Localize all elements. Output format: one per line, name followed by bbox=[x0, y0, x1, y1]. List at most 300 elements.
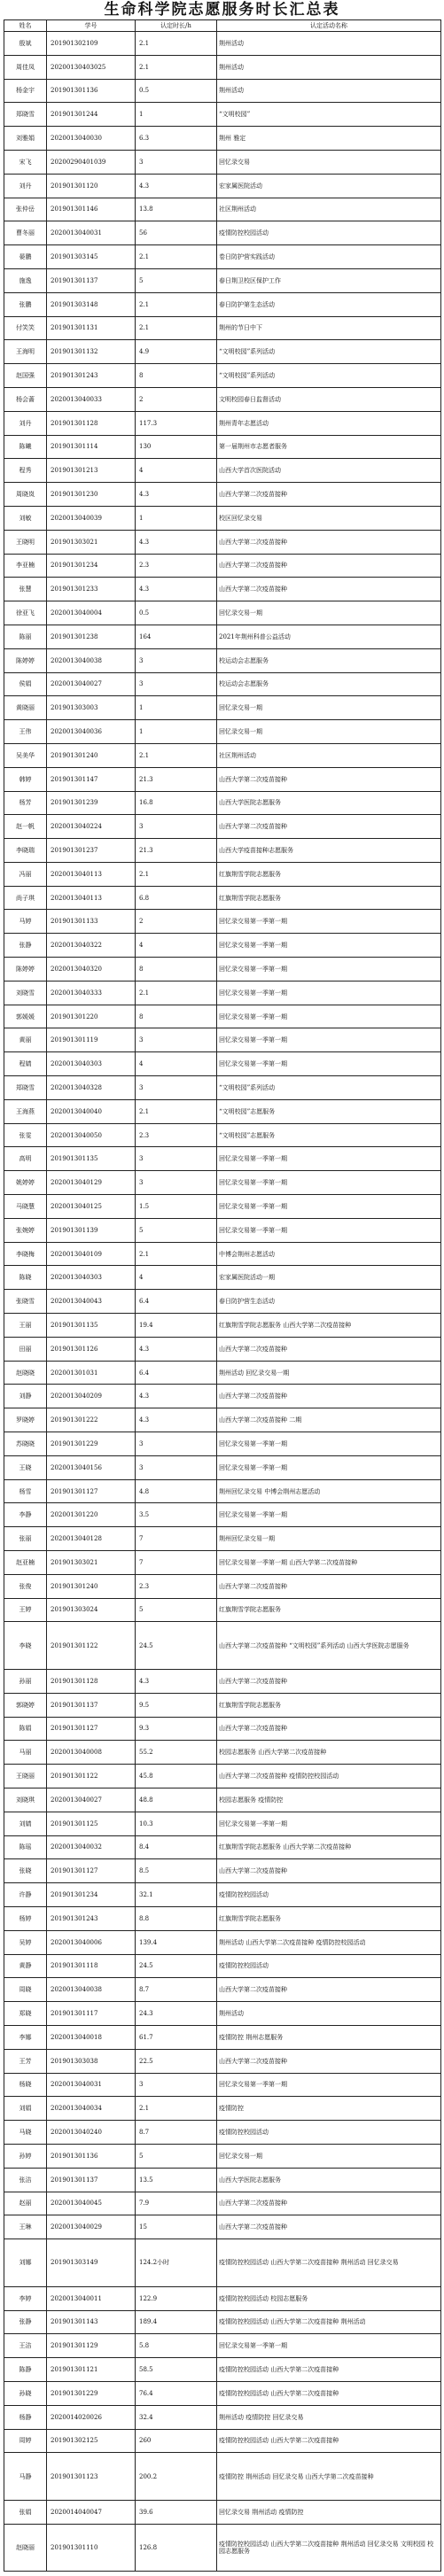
cell-student-id: 201901301131 bbox=[47, 316, 136, 340]
cell-name: 赵晓晓 bbox=[4, 1361, 47, 1385]
cell-name: 晏鹏 bbox=[4, 245, 47, 269]
cell-name: 冯丽 bbox=[4, 862, 47, 886]
cell-hours: 4 bbox=[136, 1266, 217, 1290]
table-row bbox=[4, 2168, 441, 2192]
cell-name: 刘婧 bbox=[4, 1812, 47, 1835]
cell-activity: 山西大学第二次疫苗接种 bbox=[217, 1717, 441, 1741]
cell-name: 刘娜 bbox=[4, 2239, 47, 2287]
page-title: 生命科学院志愿服务时长汇总表 bbox=[104, 1, 340, 19]
cell-name: 马婷 bbox=[4, 910, 47, 934]
cell-name: 王琳 bbox=[4, 2215, 47, 2239]
table-row bbox=[4, 1266, 441, 1290]
cell-student-id: 201901301243 bbox=[47, 364, 136, 388]
cell-activity: 疫情防控 荆州志愿服务 bbox=[217, 2025, 441, 2049]
table-row bbox=[4, 2429, 441, 2453]
cell-hours: 4.3 bbox=[136, 1337, 217, 1361]
cell-name: 孙丽 bbox=[4, 1670, 47, 1694]
cell-hours: 4 bbox=[136, 459, 217, 483]
table-row bbox=[4, 55, 441, 79]
cell-hours: 8 bbox=[136, 958, 217, 982]
cell-activity: 荆州青年志愿活动 bbox=[217, 411, 441, 435]
cell-activity: 疫情防控校园活动 山西大学第二次疫苗接种 荆州活动 bbox=[217, 2310, 441, 2334]
cell-hours: 13.5 bbox=[136, 2168, 217, 2192]
table-row bbox=[4, 910, 441, 934]
cell-hours: 200.2 bbox=[136, 2453, 217, 2501]
table-row bbox=[4, 1432, 441, 1456]
table-row bbox=[4, 2121, 441, 2145]
cell-activity: 回忆录交易一期 bbox=[217, 720, 441, 744]
cell-activity: 疫情防控校园活动 山西大学第二次疫苗接种 bbox=[217, 2358, 441, 2382]
cell-student-id: 2020013040302​5 bbox=[47, 55, 136, 79]
table-row bbox=[4, 1574, 441, 1598]
cell-student-id: 202001304003​8 bbox=[47, 648, 136, 672]
cell-activity: 文明校园春日监督活动 bbox=[217, 387, 441, 411]
cell-hours: 139.4 bbox=[136, 1930, 217, 1954]
table-row bbox=[4, 340, 441, 364]
cell-activity: 红旗荆雪学院志愿服务 bbox=[217, 862, 441, 886]
table-row bbox=[4, 483, 441, 507]
cell-hours: 2.1 bbox=[136, 316, 217, 340]
cell-student-id: 201901302125 bbox=[47, 2429, 136, 2453]
cell-hours: 0.5 bbox=[136, 601, 217, 625]
cell-hours: 45.8 bbox=[136, 1765, 217, 1788]
cell-name: 张雯 bbox=[4, 1123, 47, 1147]
table-row bbox=[4, 1005, 441, 1028]
cell-activity: 山西大学第二次疫苗接种 bbox=[217, 1670, 441, 1694]
cell-name: 赵亚楠 bbox=[4, 1551, 47, 1575]
table-row bbox=[4, 1123, 441, 1147]
table-row bbox=[4, 1361, 441, 1385]
table-row bbox=[4, 506, 441, 530]
cell-student-id: 201901303038 bbox=[47, 2049, 136, 2073]
cell-activity: 荆州 雅定 bbox=[217, 127, 441, 151]
cell-name: 罗晓婷 bbox=[4, 1408, 47, 1432]
table-row bbox=[4, 1598, 441, 1622]
cell-student-id: 201901301233 bbox=[47, 578, 136, 601]
cell-student-id: 201901301146 bbox=[47, 198, 136, 221]
table-row bbox=[4, 2381, 441, 2405]
table-row bbox=[4, 839, 441, 863]
table-row bbox=[4, 601, 441, 625]
table-row bbox=[4, 2002, 441, 2026]
cell-student-id: 201901303148 bbox=[47, 292, 136, 316]
cell-activity: 荆州活动 山西大学第二次疫苗接种 疫情防控校园活动 bbox=[217, 1930, 441, 1954]
cell-activity: 回忆录交易第一季第一期 bbox=[217, 1171, 441, 1195]
cell-activity: 荆州活动 疫情防控 回忆录交易 bbox=[217, 2405, 441, 2429]
cell-name: 郭晓婷 bbox=[4, 1693, 47, 1717]
cell-student-id: 202001304032​0 bbox=[47, 958, 136, 982]
cell-student-id: 201901301240 bbox=[47, 743, 136, 767]
cell-hours: 0.5 bbox=[136, 79, 217, 103]
cell-name: 刘静 bbox=[4, 1385, 47, 1408]
table-row bbox=[4, 411, 441, 435]
cell-student-id: 201901301119 bbox=[47, 1028, 136, 1052]
table-row bbox=[4, 1859, 441, 1883]
cell-activity: “文明校园”系列活动 bbox=[217, 1076, 441, 1100]
cell-activity: 春日防护第生态活动 bbox=[217, 292, 441, 316]
cell-student-id: 201901303024 bbox=[47, 1598, 136, 1622]
cell-activity: 疫情防控校园活动 bbox=[217, 1883, 441, 1907]
cell-name: 侯娟 bbox=[4, 672, 47, 696]
table-row bbox=[4, 2334, 441, 2358]
cell-student-id: 202001304000​6 bbox=[47, 1930, 136, 1954]
cell-activity: 春日防护营生态活动 bbox=[217, 1290, 441, 1314]
cell-student-id: 202001304003​1 bbox=[47, 2073, 136, 2097]
cell-hours: 1 bbox=[136, 696, 217, 720]
cell-name: 张俊 bbox=[4, 1574, 47, 1598]
table-row bbox=[4, 1978, 441, 2002]
cell-student-id: 202001304012​9 bbox=[47, 1171, 136, 1195]
table-row bbox=[4, 1693, 441, 1717]
cell-name: 黄静 bbox=[4, 1954, 47, 1978]
cell-student-id: 20190130210​9 bbox=[47, 32, 136, 56]
cell-hours: 2.1 bbox=[136, 55, 217, 79]
cell-hours: 4.8 bbox=[136, 1479, 217, 1503]
cell-student-id: 202001304002​7 bbox=[47, 1788, 136, 1812]
cell-activity: 回忆录交易第一季第一期 bbox=[217, 981, 441, 1005]
cell-activity: 校园志愿服务 山西大学第二次疫苗接种 bbox=[217, 1741, 441, 1765]
cell-student-id: 201901301229 bbox=[47, 2381, 136, 2405]
cell-student-id: 202001304015​6 bbox=[47, 1455, 136, 1479]
cell-hours: 2.1 bbox=[136, 1099, 217, 1123]
table-row bbox=[4, 1242, 441, 1266]
cell-activity: 回忆录交易第一季第一期 bbox=[217, 1195, 441, 1219]
cell-name: 张娟 bbox=[4, 2500, 47, 2524]
cell-name: 周晓岚 bbox=[4, 483, 47, 507]
table-row bbox=[4, 2524, 441, 2572]
cell-activity: 山西大学医院志愿服务 bbox=[217, 2168, 441, 2192]
cell-activity: 疫情防控校园活动 bbox=[217, 2121, 441, 2145]
cell-name: 杨晓 bbox=[4, 2073, 47, 2097]
cell-name: 李晓 bbox=[4, 1622, 47, 1670]
cell-name: 张鹏 bbox=[4, 292, 47, 316]
cell-hours: 61.7 bbox=[136, 2025, 217, 2049]
cell-name: 张慧 bbox=[4, 578, 47, 601]
cell-name: 李晓梅 bbox=[4, 1242, 47, 1266]
cell-activity: “文明校园”系列活动 bbox=[217, 364, 441, 388]
cell-student-id: 201901301234 bbox=[47, 1883, 136, 1907]
cell-student-id: 202001304001​8 bbox=[47, 2025, 136, 2049]
cell-name: 陈丽 bbox=[4, 625, 47, 648]
cell-student-id: 201901301114 bbox=[47, 435, 136, 459]
cell-student-id: 201901301213 bbox=[47, 459, 136, 483]
cell-name: 李亚楠 bbox=[4, 554, 47, 578]
cell-name: 张洁 bbox=[4, 2168, 47, 2192]
cell-student-id: 202001304003​9 bbox=[47, 506, 136, 530]
cell-name: 施逸 bbox=[4, 268, 47, 292]
cell-activity: 山西大学首次医院活动 bbox=[217, 459, 441, 483]
cell-hours: 6.4 bbox=[136, 1361, 217, 1385]
cell-hours: 2.1 bbox=[136, 292, 217, 316]
cell-student-id: 201901301118 bbox=[47, 1954, 136, 1978]
cell-hours: 1 bbox=[136, 103, 217, 127]
cell-student-id: 202001301031 bbox=[47, 1361, 136, 1385]
table-row bbox=[4, 791, 441, 815]
cell-hours: 2.1 bbox=[136, 862, 217, 886]
cell-hours: 32.1 bbox=[136, 1883, 217, 1907]
table-row bbox=[4, 2310, 441, 2334]
cell-student-id: 202001304004​0 bbox=[47, 1099, 136, 1123]
cell-hours: 7.9 bbox=[136, 2192, 217, 2215]
cell-student-id: 201901301122 bbox=[47, 1622, 136, 1670]
cell-name: 黄晓丽 bbox=[4, 696, 47, 720]
cell-activity: 宏家属医院活动 bbox=[217, 174, 441, 198]
table-row bbox=[4, 1717, 441, 1741]
cell-name: 张晓雪 bbox=[4, 1290, 47, 1314]
table-row bbox=[4, 1741, 441, 1765]
cell-student-id: 201901303021 bbox=[47, 530, 136, 554]
cell-student-id: 201901301222 bbox=[47, 1408, 136, 1432]
cell-hours: 5 bbox=[136, 1598, 217, 1622]
cell-hours: 24.5 bbox=[136, 1622, 217, 1670]
cell-activity: 山西大学第二次疫苗接种 bbox=[217, 1385, 441, 1408]
cell-hours: 4.3 bbox=[136, 530, 217, 554]
table-row bbox=[4, 1835, 441, 1859]
cell-hours: 76.4 bbox=[136, 2381, 217, 2405]
cell-hours: 6.3 bbox=[136, 127, 217, 151]
cell-activity: 红旗荆雪学院志愿服务 bbox=[217, 1693, 441, 1717]
cell-name: 赵丽 bbox=[4, 2192, 47, 2215]
cell-name: 马丽 bbox=[4, 1741, 47, 1765]
cell-activity: 山西大学第二次疫苗接种 bbox=[217, 1978, 441, 2002]
cell-activity: 山西大学第二次疫苗接种 bbox=[217, 1574, 441, 1598]
cell-activity: 疫情防控校园活动 校园志愿服务 bbox=[217, 2286, 441, 2310]
cell-name: 尚子琪 bbox=[4, 886, 47, 910]
cell-activity: 第一届荆州市志愿者服务 bbox=[217, 435, 441, 459]
cell-hours: 15 bbox=[136, 2215, 217, 2239]
cell-activity: “文明校园”志愿服务 bbox=[217, 1099, 441, 1123]
cell-student-id: 201901301117 bbox=[47, 2002, 136, 2026]
cell-activity: 社区荆州活动 bbox=[217, 198, 441, 221]
table-row bbox=[4, 2453, 441, 2501]
cell-student-id: 202001304000​4 bbox=[47, 601, 136, 625]
cell-student-id: 201901301135 bbox=[47, 1147, 136, 1171]
cell-student-id: 201901301234 bbox=[47, 554, 136, 578]
cell-hours: 2.3 bbox=[136, 1123, 217, 1147]
cell-hours: 117.3 bbox=[136, 411, 217, 435]
cell-hours: 3 bbox=[136, 1455, 217, 1479]
cell-name: 殷斌 bbox=[4, 32, 47, 56]
cell-name: 王芳 bbox=[4, 2049, 47, 2073]
cell-hours: 3.5 bbox=[136, 1503, 217, 1527]
cell-activity: 红旗荆雪学院志愿服务 山西大学第二次疫苗接种 bbox=[217, 1314, 441, 1338]
cell-hours: 2.1 bbox=[136, 32, 217, 56]
cell-hours: 5 bbox=[136, 2144, 217, 2168]
cell-hours: 189.4 bbox=[136, 2310, 217, 2334]
cell-activity: 校运动会志愿服务 bbox=[217, 672, 441, 696]
cell-activity: 疫情防控 bbox=[217, 2097, 441, 2121]
cell-name: 陈娟 bbox=[4, 1717, 47, 1741]
cell-student-id: 202001304003​3 bbox=[47, 387, 136, 411]
cell-activity: 山西大学第二次疫苗接种 bbox=[217, 483, 441, 507]
cell-name: 杨婷 bbox=[4, 1906, 47, 1930]
table-row bbox=[4, 886, 441, 910]
cell-name: 张静 bbox=[4, 934, 47, 958]
cell-student-id: 201901301128 bbox=[47, 411, 136, 435]
header-name: 姓名 bbox=[4, 20, 47, 32]
table-row bbox=[4, 720, 441, 744]
cell-student-id: 202001304024​0 bbox=[47, 2121, 136, 2145]
cell-name: 杨芳 bbox=[4, 791, 47, 815]
cell-student-id: 202001304003​6 bbox=[47, 720, 136, 744]
cell-hours: 24.3 bbox=[136, 2002, 217, 2026]
cell-name: 吴美华 bbox=[4, 743, 47, 767]
cell-activity: 山西大学第二次疫苗接种 bbox=[217, 767, 441, 791]
cell-hours: 5 bbox=[136, 268, 217, 292]
table-row bbox=[4, 103, 441, 127]
cell-activity: 疫情防控校园活动 bbox=[217, 221, 441, 245]
table-row bbox=[4, 815, 441, 839]
cell-hours: 8.5 bbox=[136, 1859, 217, 1883]
table-row bbox=[4, 578, 441, 601]
cell-activity: 回忆录交易一期 bbox=[217, 696, 441, 720]
cell-name: 刘雅娟 bbox=[4, 127, 47, 151]
cell-hours: 2.1 bbox=[136, 245, 217, 269]
cell-activity: 回忆录交易第一季第一期 bbox=[217, 1812, 441, 1835]
cell-hours: 8.7 bbox=[136, 2121, 217, 2145]
table-row bbox=[4, 862, 441, 886]
cell-activity: 红旗荆雪学院志愿服务 山西大学第二次疫苗接种 bbox=[217, 1835, 441, 1859]
cell-hours: 5 bbox=[136, 1218, 217, 1242]
cell-activity: 山西大学第二次疫苗接种 bbox=[217, 530, 441, 554]
cell-student-id: 201901301237 bbox=[47, 839, 136, 863]
table-body bbox=[4, 32, 441, 2572]
cell-hours: 2.1 bbox=[136, 1242, 217, 1266]
cell-name: 李晓瑞 bbox=[4, 839, 47, 863]
table-row bbox=[4, 1622, 441, 1670]
table-row bbox=[4, 1455, 441, 1479]
cell-student-id: 201901301143 bbox=[47, 2310, 136, 2334]
table-row bbox=[4, 2097, 441, 2121]
cell-student-id: 201901301122 bbox=[47, 1765, 136, 1788]
cell-student-id: 201901303021 bbox=[47, 1551, 136, 1575]
cell-student-id: 201901301125 bbox=[47, 1812, 136, 1835]
cell-name: 高明 bbox=[4, 1147, 47, 1171]
cell-hours: 58.5 bbox=[136, 2358, 217, 2382]
cell-hours: 7 bbox=[136, 1527, 217, 1551]
cell-activity: 山西大学第二次疫苗接种 bbox=[217, 2049, 441, 2073]
cell-hours: 8 bbox=[136, 364, 217, 388]
cell-student-id: 202001304032​8 bbox=[47, 1076, 136, 1100]
cell-name: 李静 bbox=[4, 1503, 47, 1527]
cell-hours: 260 bbox=[136, 2429, 217, 2453]
cell-name: 张静 bbox=[4, 2310, 47, 2334]
cell-name: 杨金宇 bbox=[4, 79, 47, 103]
cell-activity: 回忆录交易第一季第一期 bbox=[217, 1218, 441, 1242]
cell-name: 徐亚飞 bbox=[4, 601, 47, 625]
cell-student-id: 202001304004​5 bbox=[47, 2192, 136, 2215]
cell-name: 王晓明 bbox=[4, 530, 47, 554]
table-row bbox=[4, 2405, 441, 2429]
cell-activity: “文明校园”志愿服务 bbox=[217, 1123, 441, 1147]
cell-hours: 2.3 bbox=[136, 1574, 217, 1598]
cell-hours: 1 bbox=[136, 720, 217, 744]
cell-name: 周佳凤 bbox=[4, 55, 47, 79]
table-row bbox=[4, 1479, 441, 1503]
cell-hours: 7 bbox=[136, 1551, 217, 1575]
cell-hours: 16.8 bbox=[136, 791, 217, 815]
table-row bbox=[4, 2073, 441, 2097]
cell-name: 张丽 bbox=[4, 1527, 47, 1551]
cell-name: 刘晓雪 bbox=[4, 981, 47, 1005]
cell-name: 孙婷 bbox=[4, 2144, 47, 2168]
cell-activity: “文明校园”系列活动 bbox=[217, 340, 441, 364]
cell-student-id: 201901303003 bbox=[47, 696, 136, 720]
cell-student-id: 202001404004​7 bbox=[47, 2500, 136, 2524]
cell-activity: 宏家属医院活动一期 bbox=[217, 1266, 441, 1290]
cell-hours: 4.9 bbox=[136, 340, 217, 364]
cell-hours: 126.8 bbox=[136, 2524, 217, 2572]
cell-name: 郑晓 bbox=[4, 2002, 47, 2026]
cell-activity: 回忆录交易第一季第一期 bbox=[217, 2073, 441, 2097]
cell-activity: 卷日防护营实践活动 bbox=[217, 245, 441, 269]
cell-name: 周晓 bbox=[4, 1978, 47, 2002]
table-row bbox=[4, 743, 441, 767]
table-row bbox=[4, 2239, 441, 2287]
cell-activity: 荆州活动 bbox=[217, 79, 441, 103]
table-row bbox=[4, 435, 441, 459]
cell-name: 刘娟 bbox=[4, 2097, 47, 2121]
table-row bbox=[4, 1812, 441, 1835]
table-row bbox=[4, 387, 441, 411]
cell-hours: 21.3 bbox=[136, 767, 217, 791]
cell-name: 马晓 bbox=[4, 2121, 47, 2145]
cell-hours: 32.4 bbox=[136, 2405, 217, 2429]
cell-hours: 13.8 bbox=[136, 198, 217, 221]
table-row bbox=[4, 1218, 441, 1242]
cell-student-id: 201901301137 bbox=[47, 268, 136, 292]
cell-activity: 疫情防控校园活动 山西大学第二次疫苗接种 荆州活动 回忆录交易 文明校园 校园志愿服务 bbox=[217, 2524, 441, 2572]
cell-student-id: 202001304000​8 bbox=[47, 1741, 136, 1765]
cell-hours: 122.9 bbox=[136, 2286, 217, 2310]
table-row bbox=[4, 958, 441, 982]
cell-name: 赵国强 bbox=[4, 364, 47, 388]
cell-hours: 5.8 bbox=[136, 2334, 217, 2358]
table-row bbox=[4, 2144, 441, 2168]
cell-name: 付笑笑 bbox=[4, 316, 47, 340]
cell-activity: “文明校园” bbox=[217, 103, 441, 127]
cell-hours: 3 bbox=[136, 1076, 217, 1100]
table-row bbox=[4, 2192, 441, 2215]
table-row bbox=[4, 32, 441, 56]
cell-student-id: 201901303145 bbox=[47, 245, 136, 269]
cell-hours: 6.4 bbox=[136, 1290, 217, 1314]
cell-activity: 疫情防控校园活动 山西大学第二次疫苗接种 bbox=[217, 2429, 441, 2453]
cell-hours: 22.5 bbox=[136, 2049, 217, 2073]
cell-name: 李婷 bbox=[4, 2286, 47, 2310]
cell-student-id: 202001304003​4 bbox=[47, 2097, 136, 2121]
cell-hours: 39.6 bbox=[136, 2500, 217, 2524]
cell-hours: 3 bbox=[136, 1432, 217, 1456]
table-row bbox=[4, 150, 441, 174]
cell-activity: 疫情防控校园活动 bbox=[217, 1954, 441, 1978]
cell-name: 张婉婷 bbox=[4, 1218, 47, 1242]
table-row bbox=[4, 2025, 441, 2049]
cell-hours: 4.3 bbox=[136, 174, 217, 198]
cell-name: 曹冬丽 bbox=[4, 221, 47, 245]
cell-hours: 8.4 bbox=[136, 1835, 217, 1859]
table-row bbox=[4, 245, 441, 269]
cell-activity: 山西大学第二次疫苗接种 bbox=[217, 1859, 441, 1883]
cell-student-id: 201901301137 bbox=[47, 2168, 136, 2192]
table-row bbox=[4, 1076, 441, 1100]
cell-name: 许静 bbox=[4, 1883, 47, 1907]
cell-hours: 6.8 bbox=[136, 886, 217, 910]
cell-hours: 4.3 bbox=[136, 1408, 217, 1432]
cell-name: 陈婷婷 bbox=[4, 648, 47, 672]
table-row bbox=[4, 2286, 441, 2310]
cell-name: 陈曦 bbox=[4, 435, 47, 459]
